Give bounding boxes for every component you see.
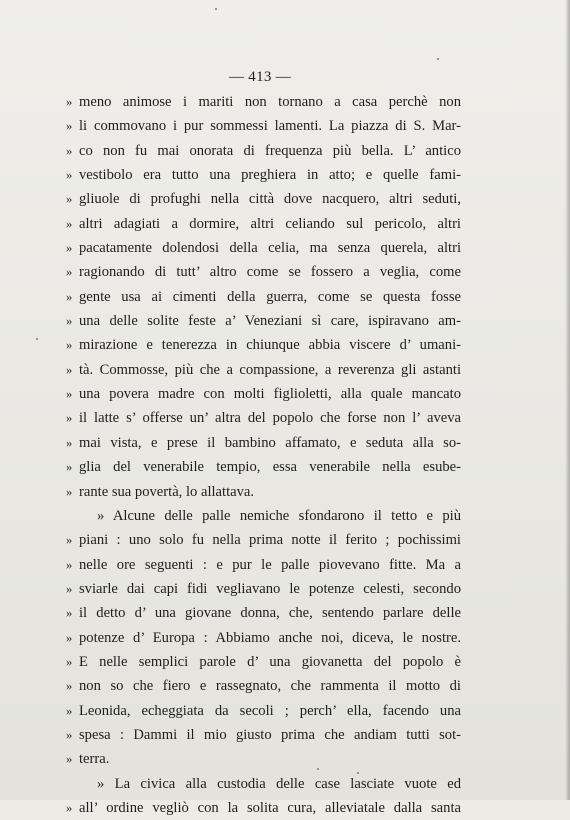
quote-marker: » (66, 338, 73, 353)
text-line (66, 772, 461, 796)
line-text: » Alcune delle palle nemiche sfondarono il tetto e più (97, 507, 461, 524)
line-text: » La civica alla custodia delle case lasciate vuote ed (97, 775, 461, 792)
text-line (66, 455, 461, 479)
text-line (66, 553, 461, 577)
line-text: potenze d’ Europa : Abbiamo anche noi, diceva, le nostre. (79, 629, 461, 646)
line-text: rante sua povertà, lo allattava. (79, 483, 255, 500)
text-line (66, 674, 461, 698)
line-text: sviarle dai capi fidi vegliavano le potenze celesti, secondo (79, 580, 461, 597)
line-text: terra. (79, 751, 110, 768)
quote-marker: » (66, 484, 73, 499)
text-line (66, 699, 461, 723)
quote-marker: » (66, 435, 73, 450)
quote-marker: » (66, 630, 73, 645)
quote-marker: » (66, 703, 73, 718)
line-text: piani : uno solo fu nella prima notte il ferito ; pochissimi (79, 532, 461, 549)
text-line (66, 480, 461, 504)
line-text: mirazione e tenerezza in chiunque abbia viscere d’ umani- (79, 337, 461, 354)
text-line (66, 406, 461, 430)
quote-marker: » (66, 119, 73, 134)
quote-marker: » (66, 727, 73, 742)
text-line (66, 139, 461, 163)
quote-marker: » (66, 533, 73, 548)
line-text: una povera madre con molti figlioletti, alla quale mancato (79, 386, 461, 403)
line-text: vestibolo era tutto una preghiera in atto; e quelle fami- (79, 167, 461, 184)
line-text: spesa : Dammi il mio giusto prima che andiam tutti sot- (79, 726, 461, 743)
quote-marker: » (66, 168, 73, 183)
line-text: E nelle semplici parole d’ una giovanetta del popolo è (79, 653, 461, 670)
paper-speck (317, 768, 319, 770)
text-line (66, 90, 461, 114)
text-line (66, 528, 461, 552)
line-text: una delle solite feste a’ Veneziani sì care, ispiravano am- (79, 313, 461, 330)
quote-marker: » (66, 800, 73, 815)
quote-marker: » (66, 654, 73, 669)
quote-marker: » (66, 606, 73, 621)
quote-marker: » (66, 192, 73, 207)
quote-marker: » (66, 557, 73, 572)
line-text: altri adagiati a dormire, altri celiando sul pericolo, altri (79, 215, 461, 232)
quote-marker: » (66, 241, 73, 256)
line-text: Leonida, echeggiata da secoli ; perch’ ella, facendo una (79, 702, 461, 719)
text-line (66, 163, 461, 187)
text-line (66, 796, 461, 820)
quote-marker: » (66, 411, 73, 426)
page-number: — 413 — (228, 69, 292, 85)
text-line (66, 187, 461, 211)
quote-marker: » (66, 679, 73, 694)
line-text: all’ ordine vegliò con la solita cura, alleviatale dalla santa (79, 799, 461, 816)
line-text: mai vista, e prese il bambino affamato, e seduta alla so- (79, 434, 461, 451)
line-text: il latte s’ offerse un’ altra del popolo che forse non l’ aveva (79, 410, 461, 427)
line-text: li commovano i pur sommessi lamenti. La piazza di S. Mar- (79, 118, 461, 135)
paper-speck (215, 8, 217, 10)
line-text: pacatamente dolendosi della celia, ma senza querela, altri (79, 240, 461, 257)
text-line (66, 236, 461, 260)
text-line (66, 577, 461, 601)
line-text: glia del venerabile tempio, essa venerabile nella esube- (79, 459, 461, 476)
line-text: gente usa ai cimenti della guerra, come se questa fosse (79, 288, 461, 305)
body-text (66, 90, 461, 820)
text-line (66, 504, 461, 528)
quote-marker: » (66, 581, 73, 596)
quote-marker: » (66, 460, 73, 475)
text-line (66, 358, 461, 382)
quote-marker: » (66, 387, 73, 402)
text-line (66, 723, 461, 747)
text-line (66, 212, 461, 236)
quote-marker: » (66, 143, 73, 158)
text-line (66, 650, 461, 674)
line-text: non so che fiero e rassegnato, che rammenta il motto di (79, 678, 461, 695)
text-line (66, 626, 461, 650)
paper-speck (437, 58, 439, 60)
line-text: il detto d’ una giovane donna, che, sentendo parlare delle (79, 605, 461, 622)
line-text: tà. Commosse, più che a compassione, a reverenza gli astanti (79, 361, 461, 378)
text-line (66, 260, 461, 284)
line-text: gliuole di profughi nella città dove nacquero, altri seduti, (79, 191, 461, 208)
quote-marker: » (66, 216, 73, 231)
quote-marker: » (66, 752, 73, 767)
text-line (66, 382, 461, 406)
text-line (66, 114, 461, 138)
text-line (66, 333, 461, 357)
quote-marker: » (66, 265, 73, 280)
line-text: ragionando di tutt’ altro come se fossero a veglia, come (79, 264, 461, 281)
quote-marker: » (66, 314, 73, 329)
quote-marker: » (66, 362, 73, 377)
line-text: co non fu mai onorata di frequenza più bella. L’ antico (79, 142, 461, 159)
paper-speck (357, 772, 359, 774)
line-text: meno animose i mariti non tornano a casa perchè non (79, 94, 461, 110)
text-line (66, 747, 461, 771)
page-edge-shadow (565, 0, 570, 800)
quote-marker: » (66, 289, 73, 304)
text-line (66, 601, 461, 625)
line-text: nelle ore seguenti : e pur le palle piovevano fitte. Ma a (79, 556, 461, 573)
paper-speck (36, 338, 38, 340)
quote-marker: » (66, 95, 73, 109)
text-line (66, 309, 461, 333)
text-line (66, 431, 461, 455)
text-line (66, 285, 461, 309)
